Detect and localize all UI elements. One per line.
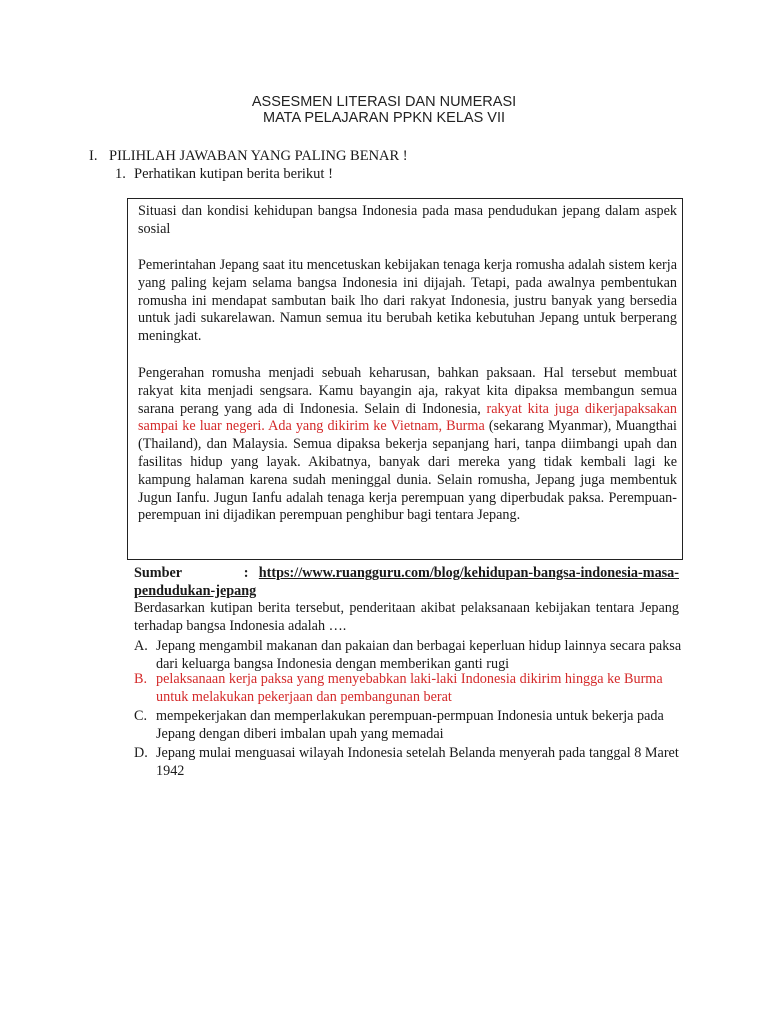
option-c-label: C. [134, 708, 148, 724]
source-label: Sumber : [134, 565, 249, 581]
section-number: I. [89, 148, 98, 164]
passage-title: Situasi dan kondisi kehidupan bangsa Indonesia pada masa pendudukan jepang dalam aspek sosial [138, 203, 677, 237]
option-a[interactable] [134, 637, 682, 673]
paragraph-2-text-continued: (sekarang Myanmar), Muangthai (Thailand), dan Malaysia. Semua dipaksa bekerja sepanjang hari, tanpa diimbangi upah dan fasilitas hidup yang layak. Akibatnya, banyak dari mereka yang tidak kembali lagi ke kampung halaman karena sudah meninggal dunia. Selain romusha, Jepang juga membentuk Jugun Ianfu. Jugun Ianfu adalah tenaga kerja perempuan yang diperbudak paksa. Perempuan-perempuan ini dijadikan perempuan penghibur bagi tentara Jepang. [138, 418, 677, 524]
document-title: ASSESMEN LITERASI DAN NUMERASI [251, 94, 517, 110]
option-a-label: A. [134, 638, 148, 654]
option-a-text: Jepang mengambil makanan dan pakaian dan berbagai keperluan hidup lainnya secara paksa dari keluarga bangsa Indonesia dengan memberikan ganti rugi [156, 638, 682, 672]
option-c[interactable] [134, 707, 682, 743]
source-citation [134, 565, 679, 600]
option-b[interactable] [134, 670, 682, 706]
section-heading: PILIHLAH JAWABAN YANG PALING BENAR ! [109, 148, 408, 164]
option-d[interactable] [134, 744, 682, 780]
question-prompt: Perhatikan kutipan berita berikut ! [134, 166, 333, 182]
option-d-label: D. [134, 745, 148, 761]
option-b-label: B. [134, 671, 148, 687]
passage-paragraph-2 [138, 365, 677, 525]
paragraph-2-text: Pengerahan romusha menjadi sebuah keharusan, bahkan paksaan. Hal tersebut membuat rakyat kita menjadi sengsara. Kamu bayangin aja, rakyat kita dipaksa membangun semua sarana perang yang ada di Indonesia. Selain di Indonesia, [138, 365, 677, 417]
option-c-text: mempekerjakan dan memperlakukan perempuan-permpuan Indonesia untuk bekerja pada Jepang dengan diberi imbalan upah yang memadai [156, 708, 664, 742]
option-b-text: pelaksanaan kerja paksa yang menyebabkan laki-laki Indonesia dikirim hingga ke Burma untuk melakukan pekerjaan dan pembangunan berat [156, 671, 663, 705]
question-number: 1. [115, 166, 126, 182]
question-text: Berdasarkan kutipan berita tersebut, penderitaan akibat pelaksanaan kebijakan tentara Jepang terhadap bangsa Indonesia adalah …. [134, 600, 679, 634]
option-d-text: Jepang mulai menguasai wilayah Indonesia setelah Belanda menyerah pada tanggal 8 Maret 1942 [156, 745, 679, 779]
paragraph-2-highlight: rakyat kita juga dikerjapaksakan sampai ke luar negeri. Ada yang dikirim ke Vietnam, Burma [138, 400, 677, 435]
passage-paragraph-1: Pemerintahan Jepang saat itu mencetuskan kebijakan tenaga kerja romusha adalah sistem kerja yang paling kejam selama bangsa Indonesia ini dijajah. Tetapi, pada awalnya pembentukan romusha ini mendapat sambutan baik lho dari rakyat Indonesia, justru banyak yang bersedia untuk jadi sukarelawan. Namun semua itu berubah ketika kebutuhan Jepang untuk berperang meningkat. [138, 257, 677, 345]
source-link[interactable]: https://www.ruangguru.com/blog/kehidupan-bangsa-indonesia-masa-pendudukan-jepang [134, 565, 679, 599]
document-subtitle: MATA PELAJARAN PPKN KELAS VII [262, 110, 506, 126]
